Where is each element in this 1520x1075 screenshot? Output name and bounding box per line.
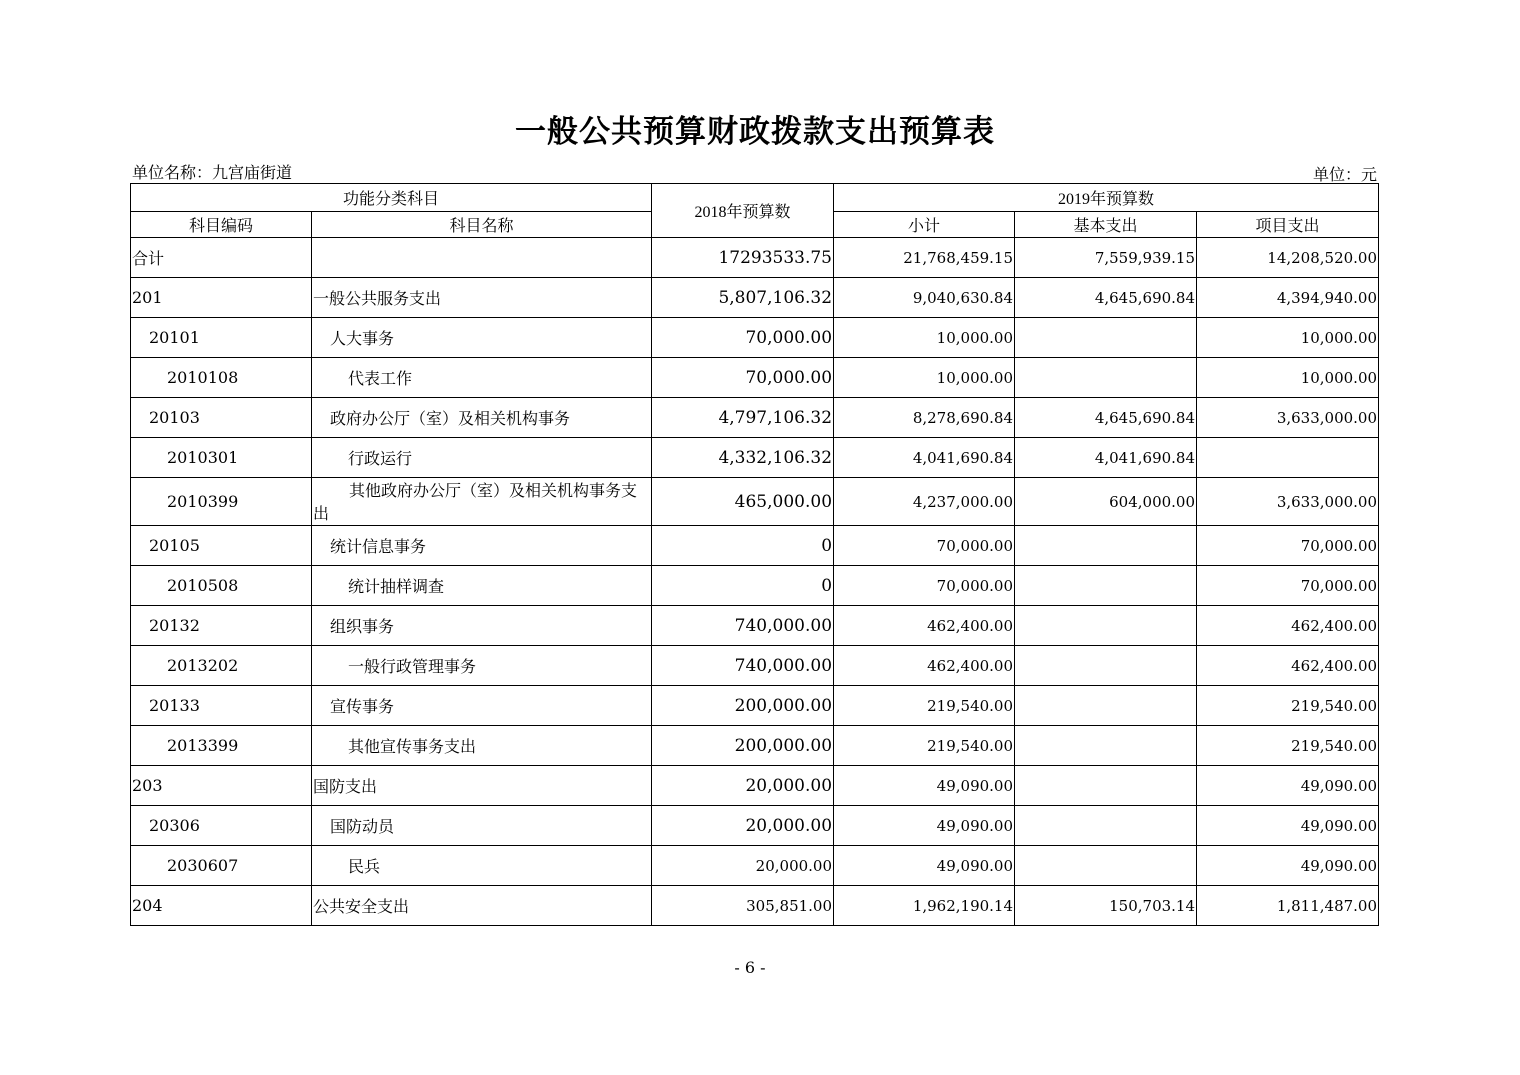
- cell-basic: [1015, 358, 1197, 398]
- cell-subtotal: 9,040,630.84: [834, 278, 1015, 318]
- table-row: [131, 886, 1379, 926]
- cell-name: 代表工作: [312, 358, 652, 398]
- table-row: [131, 438, 1379, 478]
- table-row: [131, 478, 1379, 526]
- budget-table: [130, 183, 1379, 926]
- cell-project: 219,540.00: [1197, 726, 1379, 766]
- cell-name: 统计抽样调查: [312, 566, 652, 606]
- table-row: [131, 806, 1379, 846]
- table-row: [131, 318, 1379, 358]
- cell-budget-2018: 740,000.00: [652, 646, 834, 686]
- cell-basic: 4,645,690.84: [1015, 398, 1197, 438]
- cell-budget-2018: 20,000.00: [652, 806, 834, 846]
- cell-budget-2018: 0: [652, 566, 834, 606]
- cell-project: 70,000.00: [1197, 566, 1379, 606]
- cell-name: 其他宣传事务支出: [312, 726, 652, 766]
- cell-budget-2018: 4,797,106.32: [652, 398, 834, 438]
- cell-code: 203: [131, 766, 312, 806]
- cell-budget-2018: 20,000.00: [652, 766, 834, 806]
- cell-name: 民兵: [312, 846, 652, 886]
- cell-code: 204: [131, 886, 312, 926]
- cell-project: 70,000.00: [1197, 526, 1379, 566]
- cell-name: 国防支出: [312, 766, 652, 806]
- header-budget-2018: 2018年预算数: [652, 184, 834, 238]
- table-row: [131, 238, 1379, 278]
- cell-subtotal: 21,768,459.15: [834, 238, 1015, 278]
- cell-subtotal: 462,400.00: [834, 646, 1015, 686]
- cell-code: 2030607: [131, 846, 312, 886]
- table-row: [131, 398, 1379, 438]
- cell-project: 1,811,487.00: [1197, 886, 1379, 926]
- table-row: [131, 278, 1379, 318]
- header-code: 科目编码: [131, 212, 312, 238]
- cell-name: 组织事务: [312, 606, 652, 646]
- header-basic: 基本支出: [1015, 212, 1197, 238]
- cell-code: 合计: [131, 238, 312, 278]
- cell-subtotal: 4,237,000.00: [834, 478, 1015, 526]
- cell-project: 3,633,000.00: [1197, 478, 1379, 526]
- cell-basic: 4,041,690.84: [1015, 438, 1197, 478]
- cell-basic: [1015, 766, 1197, 806]
- table-row: [131, 358, 1379, 398]
- cell-name: 其他政府办公厅（室）及相关机构事务支出: [312, 478, 652, 526]
- cell-basic: [1015, 566, 1197, 606]
- cell-name: 政府办公厅（室）及相关机构事务: [312, 398, 652, 438]
- cell-code: 2010399: [131, 478, 312, 526]
- cell-subtotal: 1,962,190.14: [834, 886, 1015, 926]
- cell-project: 14,208,520.00: [1197, 238, 1379, 278]
- cell-code: 2013399: [131, 726, 312, 766]
- cell-name: 宣传事务: [312, 686, 652, 726]
- cell-name: 国防动员: [312, 806, 652, 846]
- cell-basic: [1015, 318, 1197, 358]
- cell-code: 2013202: [131, 646, 312, 686]
- cell-subtotal: 49,090.00: [834, 806, 1015, 846]
- cell-subtotal: 4,041,690.84: [834, 438, 1015, 478]
- cell-budget-2018: 70,000.00: [652, 318, 834, 358]
- cell-budget-2018: 740,000.00: [652, 606, 834, 646]
- cell-basic: [1015, 606, 1197, 646]
- cell-code: 20132: [131, 606, 312, 646]
- cell-basic: [1015, 646, 1197, 686]
- cell-project: 462,400.00: [1197, 606, 1379, 646]
- cell-code: 20103: [131, 398, 312, 438]
- cell-basic: [1015, 726, 1197, 766]
- cell-basic: [1015, 806, 1197, 846]
- table-row: [131, 726, 1379, 766]
- cell-basic: 4,645,690.84: [1015, 278, 1197, 318]
- cell-basic: [1015, 846, 1197, 886]
- cell-subtotal: 49,090.00: [834, 846, 1015, 886]
- cell-code: 20306: [131, 806, 312, 846]
- cell-budget-2018: 70,000.00: [652, 358, 834, 398]
- cell-budget-2018: 200,000.00: [652, 726, 834, 766]
- cell-project: 49,090.00: [1197, 846, 1379, 886]
- cell-name: 公共安全支出: [312, 886, 652, 926]
- cell-code: 2010301: [131, 438, 312, 478]
- table-row: [131, 566, 1379, 606]
- table-row: [131, 846, 1379, 886]
- cell-basic: 150,703.14: [1015, 886, 1197, 926]
- table-row: [131, 686, 1379, 726]
- table-row: [131, 606, 1379, 646]
- header-subtotal: 小计: [834, 212, 1015, 238]
- cell-code: 20133: [131, 686, 312, 726]
- cell-name: 行政运行: [312, 438, 652, 478]
- table-row: [131, 766, 1379, 806]
- cell-basic: [1015, 526, 1197, 566]
- cell-budget-2018: 305,851.00: [652, 886, 834, 926]
- cell-subtotal: 219,540.00: [834, 686, 1015, 726]
- cell-budget-2018: 465,000.00: [652, 478, 834, 526]
- cell-code: 2010108: [131, 358, 312, 398]
- page-number: - 6 -: [734, 958, 766, 977]
- cell-basic: [1015, 686, 1197, 726]
- header-name: 科目名称: [312, 212, 652, 238]
- cell-subtotal: 8,278,690.84: [834, 398, 1015, 438]
- unit-name-label: 单位名称：九宫庙街道: [132, 163, 293, 182]
- cell-budget-2018: 0: [652, 526, 834, 566]
- cell-budget-2018: 5,807,106.32: [652, 278, 834, 318]
- page-title: 一般公共预算财政拨款支出预算表: [515, 114, 995, 150]
- cell-project: 4,394,940.00: [1197, 278, 1379, 318]
- cell-name: 一般公共服务支出: [312, 278, 652, 318]
- header-budget-2019: 2019年预算数: [834, 184, 1379, 212]
- header-project: 项目支出: [1197, 212, 1379, 238]
- currency-unit-label: 单位：元: [1312, 165, 1377, 184]
- cell-name: [312, 238, 652, 278]
- header-function-category: 功能分类科目: [131, 184, 652, 212]
- cell-project: 49,090.00: [1197, 806, 1379, 846]
- cell-subtotal: 462,400.00: [834, 606, 1015, 646]
- cell-subtotal: 70,000.00: [834, 566, 1015, 606]
- cell-project: 10,000.00: [1197, 358, 1379, 398]
- cell-code: 20105: [131, 526, 312, 566]
- cell-subtotal: 70,000.00: [834, 526, 1015, 566]
- cell-subtotal: 10,000.00: [834, 318, 1015, 358]
- cell-project: 10,000.00: [1197, 318, 1379, 358]
- cell-budget-2018: 200,000.00: [652, 686, 834, 726]
- cell-subtotal: 10,000.00: [834, 358, 1015, 398]
- cell-subtotal: 219,540.00: [834, 726, 1015, 766]
- cell-name: 一般行政管理事务: [312, 646, 652, 686]
- cell-project: [1197, 438, 1379, 478]
- table-row: [131, 526, 1379, 566]
- cell-budget-2018: 4,332,106.32: [652, 438, 834, 478]
- cell-name: 人大事务: [312, 318, 652, 358]
- cell-name: 统计信息事务: [312, 526, 652, 566]
- cell-subtotal: 49,090.00: [834, 766, 1015, 806]
- cell-basic: 604,000.00: [1015, 478, 1197, 526]
- cell-project: 49,090.00: [1197, 766, 1379, 806]
- cell-budget-2018: 20,000.00: [652, 846, 834, 886]
- cell-project: 219,540.00: [1197, 686, 1379, 726]
- cell-basic: 7,559,939.15: [1015, 238, 1197, 278]
- table-row: [131, 646, 1379, 686]
- cell-code: 201: [131, 278, 312, 318]
- cell-code: 2010508: [131, 566, 312, 606]
- cell-project: 462,400.00: [1197, 646, 1379, 686]
- cell-code: 20101: [131, 318, 312, 358]
- cell-budget-2018: 17293533.75: [652, 238, 834, 278]
- cell-project: 3,633,000.00: [1197, 398, 1379, 438]
